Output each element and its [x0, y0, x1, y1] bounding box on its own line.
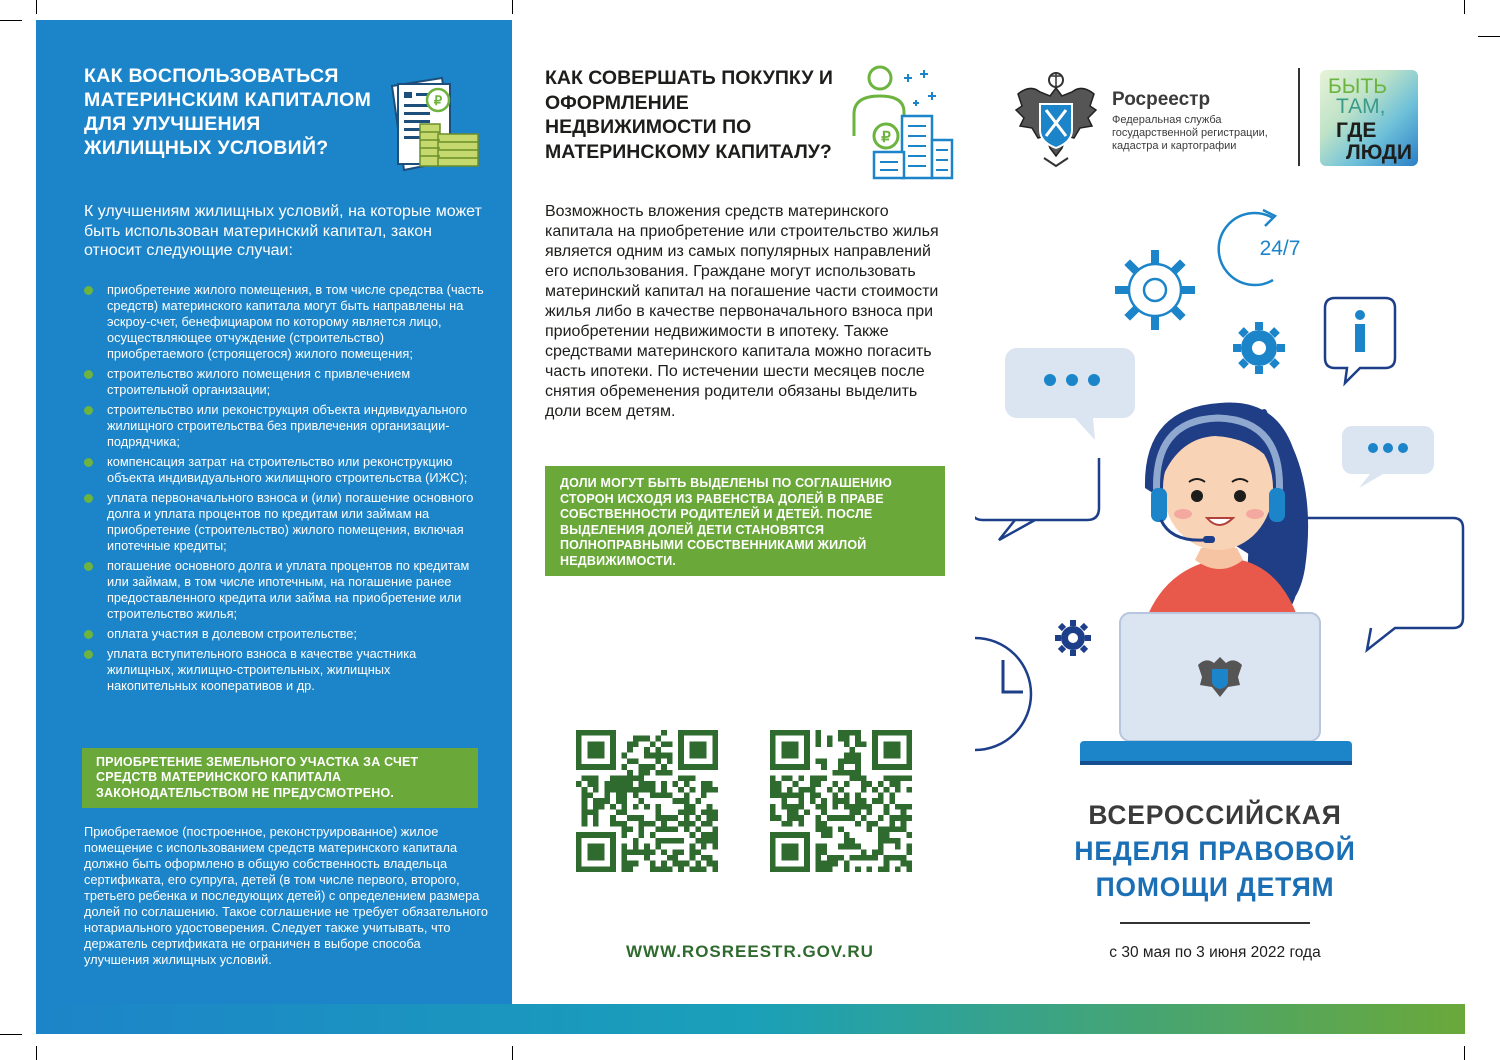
- 24-7-label: 24/7: [1259, 237, 1301, 260]
- document-ruble-icon: [384, 74, 484, 178]
- slogan-line: ГДЕ: [1336, 119, 1377, 142]
- list-item: оплата участия в долевом строительстве;: [84, 626, 484, 642]
- slogan-line: БЫТЬ: [1328, 75, 1387, 98]
- land-plot-note: ПРИОБРЕТЕНИЕ ЗЕМЕЛЬНОГО УЧАСТКА ЗА СЧЕТ СРЕДСТВ МАТЕРИНСКОГО КАПИТАЛА ЗАКОНОДАТЕЛЬСТВОМ НЕ ПРЕДУСМОТРЕНО.: [82, 748, 478, 808]
- bullet-icon: [84, 650, 93, 659]
- rosreestr-logo-name: Росреестр: [1112, 89, 1211, 110]
- list-item: уплата первоначального взноса и (или) погашение основного долга и уплата процентов по кредитам или займам на приобретение (строительство) жилого помещения, включая ипотечные кредиты;: [84, 490, 484, 554]
- bullet-icon: [84, 406, 93, 415]
- rosreestr-emblem-icon: [1010, 66, 1102, 170]
- heading-line-2: НЕДЕЛЯ ПРАВОВОЙ: [1074, 836, 1356, 866]
- rosreestr-logo-subtitle: Федеральная служба государственной регистрации, кадастра и картографии: [1112, 114, 1268, 152]
- middle-text: Возможность вложения средств материнского капитала на приобретение или строительство жилья является одним из самых популярных направлений его использования. Граждане могут использовать материнский капитал на погашение части стоимости жилья либо в качестве первоначального взноса при приобретении недвижимости в ипотеку. Также средствами материнского капитала можно погасить часть ипотеки. По истечении шести месяцев после снятия обременения родители обязаны выделить доли всем детям.: [545, 203, 939, 420]
- heading-divider: [1120, 922, 1310, 924]
- bullet-icon: [84, 458, 93, 467]
- bottom-gradient-bar: [36, 1004, 1465, 1034]
- left-panel: [36, 20, 512, 1004]
- list-item: компенсация затрат на строительство или реконструкцию объекта индивидуального жилищного строительства (ИЖС);: [84, 454, 484, 486]
- website-link[interactable]: WWW.ROSREESTR.GOV.RU: [626, 942, 874, 961]
- ownership-text: Приобретаемое (построенное, реконструированное) жилое помещение с использованием средств материнского капитала должно быть оформлено в общую собственность владельца сертификата, его супруга, детей (в том числе первого, второго, третьего ребенка и последующих детей) с определением размера долей по соглашению. Такое соглашение не требует обязательного нотариального удостоверения. Следует также учитывать, что держатель сертификата не ограничен в выборе способа улучшения жилищных условий.: [84, 824, 489, 967]
- crop-mark: [36, 0, 37, 14]
- heading-line-1: ВСЕРОССИЙСКАЯ: [1088, 800, 1342, 830]
- list-item: приобретение жилого помещения, в том числе средства (часть средств) материнского капитала могут быть направлены на эскроу-счет, бенефициаром по которому является лицо, осуществляющее отчуждение (строительство) приобретаемого (строящегося) жилого помещения;: [84, 282, 484, 362]
- bullet-icon: [84, 494, 93, 503]
- person-buildings-icon: [846, 60, 958, 182]
- svg-text:₽: ₽: [433, 93, 443, 108]
- logo-divider: [1298, 68, 1300, 166]
- bullet-icon: [84, 630, 93, 639]
- support-operator-illustration: [975, 198, 1465, 768]
- crop-mark: [0, 20, 22, 21]
- list-item: уплата вступительного взноса в качестве участника жилищных, жилищно-строительных, жилищных накопительных кооперативов и др.: [84, 646, 484, 694]
- bullet-icon: [84, 286, 93, 295]
- chat-bubble-icon: [1005, 348, 1135, 440]
- event-dates: с 30 мая по 3 июня 2022 года: [1109, 944, 1321, 961]
- heading-line-3: ПОМОЩИ ДЕТЯМ: [1095, 872, 1335, 902]
- crop-mark: [0, 1034, 22, 1035]
- shares-note: ДОЛИ МОГУТ БЫТЬ ВЫДЕЛЕНЫ ПО СОГЛАШЕНИЮ СТОРОН ИСХОДЯ ИЗ РАВЕНСТВА ДОЛЕЙ В ПРАВЕ СОБСТВЕННОСТИ РОДИТЕЛЕЙ И ДЕТЕЙ. ПОСЛЕ ВЫДЕЛЕНИЯ ДОЛЕЙ ДЕТИ СТАНОВЯТСЯ ПОЛНОПРАВНЫМИ СОБСТВЕННИКАМИ ЖИЛОЙ НЕДВИЖИМОСТИ.: [545, 466, 945, 576]
- qr-code-1[interactable]: [576, 730, 718, 872]
- gear-small-icon: [1055, 620, 1091, 656]
- crop-mark: [1478, 36, 1500, 37]
- crop-mark: [36, 1046, 37, 1060]
- qr-code-2[interactable]: [770, 730, 912, 872]
- slogan-badge: [1320, 70, 1418, 166]
- list-item: строительство жилого помещения с привлечением строительной организации;: [84, 366, 484, 398]
- list-item: строительство или реконструкция объекта индивидуального жилищного строительства без привлечения организации-подрядчика;: [84, 402, 484, 450]
- clock-icon: [975, 638, 1031, 750]
- left-intro: К улучшениям жилищных условий, на которые может быть использован материнский капитал, закон относит следующие случаи:: [84, 203, 482, 260]
- info-bubble-icon: [1325, 298, 1395, 383]
- chat-bubble-icon: [1342, 426, 1434, 488]
- left-title: КАК ВОСПОЛЬЗОВАТЬСЯ МАТЕРИНСКИМ КАПИТАЛОМ ДЛЯ УЛУЧШЕНИЯ ЖИЛИЩНЫХ УСЛОВИЙ?: [84, 65, 372, 159]
- gear-outline-icon: [1119, 254, 1191, 326]
- crop-mark: [512, 0, 513, 14]
- bullet-icon: [84, 562, 93, 571]
- crop-mark: [1464, 1046, 1465, 1060]
- crop-mark: [512, 1046, 513, 1060]
- middle-title: КАК СОВЕРШАТЬ ПОКУПКУ И ОФОРМЛЕНИЕ НЕДВИЖИМОСТИ ПО МАТЕРИНСКОМУ КАПИТАЛУ?: [545, 67, 833, 163]
- slogan-line: ТАМ,: [1336, 95, 1386, 118]
- svg-text:₽: ₽: [881, 129, 891, 146]
- list-item: погашение основного долга и уплата процентов по кредитам или займам, в том числе ипотечным, на погашение ранее предоставленного кредита или займа на приобретение или строительство жилья;: [84, 558, 484, 622]
- slogan-line: ЛЮДИ: [1346, 141, 1412, 164]
- gear-filled-icon: [1233, 322, 1285, 374]
- improvement-cases-list: [84, 282, 484, 698]
- crop-mark: [1464, 0, 1465, 14]
- bullet-icon: [84, 370, 93, 379]
